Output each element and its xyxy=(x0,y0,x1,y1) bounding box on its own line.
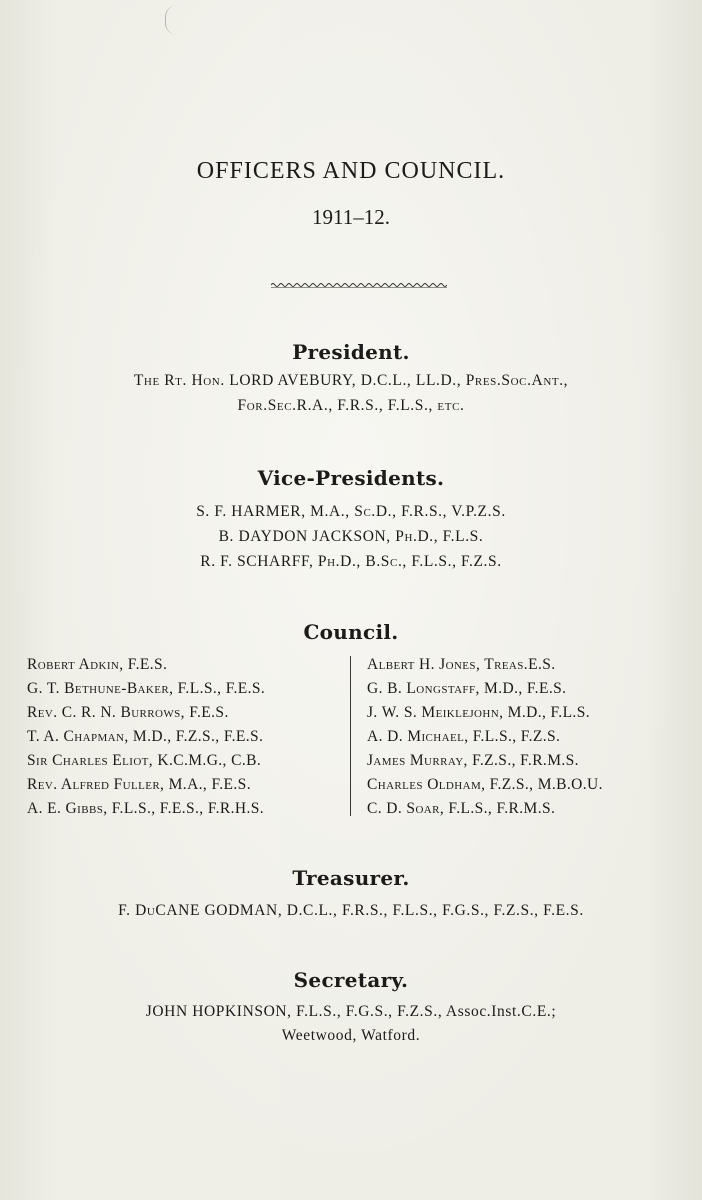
vice-presidents-heading: Vice-Presidents. xyxy=(257,466,445,490)
council-heading: Council. xyxy=(303,620,399,644)
council-right-column xyxy=(367,653,603,821)
treasurer-heading: Treasurer. xyxy=(292,866,410,890)
president-line-1: The Rt. Hon. LORD AVEBURY, D.C.L., LL.D., Pres.Soc.Ant., xyxy=(133,372,569,389)
council-member: James Murray, F.Z.S., F.R.M.S. xyxy=(367,752,579,769)
council-member: A. E. Gibbs, F.L.S., F.E.S., F.R.H.S. xyxy=(27,800,265,817)
council-left-column xyxy=(27,653,265,821)
council-member: G. B. Longstaff, M.D., F.E.S. xyxy=(367,680,567,697)
council-member: Sir Charles Eliot, K.C.M.G., C.B. xyxy=(27,752,262,769)
secretary-heading: Secretary. xyxy=(293,968,409,992)
secretary-line-1: JOHN HOPKINSON, F.L.S., F.G.S., F.Z.S., Assoc.Inst.C.E.; xyxy=(145,1003,557,1020)
council-member: T. A. Chapman, M.D., F.Z.S., F.E.S. xyxy=(27,728,264,745)
council-member: Charles Oldham, F.Z.S., M.B.O.U. xyxy=(367,776,603,793)
council-member: C. D. Soar, F.L.S., F.R.M.S. xyxy=(367,800,556,817)
council-member: Robert Adkin, F.E.S. xyxy=(27,656,168,673)
president-line-2: For.Sec.R.A., F.R.S., F.L.S., etc. xyxy=(237,397,465,414)
council-member: G. T. Bethune-Baker, F.L.S., F.E.S. xyxy=(27,680,266,697)
secretary-line-2: Weetwood, Watford. xyxy=(281,1027,421,1044)
vice-president-1: S. F. HARMER, M.A., Sc.D., F.R.S., V.P.Z.S. xyxy=(196,503,506,520)
council-member: Albert H. Jones, Treas.E.S. xyxy=(367,656,556,673)
council-member: A. D. Michael, F.L.S., F.Z.S. xyxy=(367,728,561,745)
page-year: 1911–12. xyxy=(312,205,390,229)
page-title: OFFICERS AND COUNCIL. xyxy=(196,158,506,184)
column-divider xyxy=(350,656,351,816)
treasurer-line: F. DuCANE GODMAN, D.C.L., F.R.S., F.L.S., F.G.S., F.Z.S., F.E.S. xyxy=(118,902,584,919)
vice-president-3: R. F. SCHARFF, Ph.D., B.Sc., F.L.S., F.Z.S. xyxy=(200,553,502,570)
council-member: J. W. S. Meiklejohn, M.D., F.L.S. xyxy=(367,704,591,721)
page-mark xyxy=(165,5,180,35)
council-member: Rev. C. R. N. Burrows, F.E.S. xyxy=(27,704,229,721)
council-member: Rev. Alfred Fuller, M.A., F.E.S. xyxy=(27,776,251,793)
vice-president-2: B. DAYDON JACKSON, Ph.D., F.L.S. xyxy=(218,528,484,545)
president-heading: President. xyxy=(292,340,410,364)
ornamental-rule xyxy=(271,281,447,289)
